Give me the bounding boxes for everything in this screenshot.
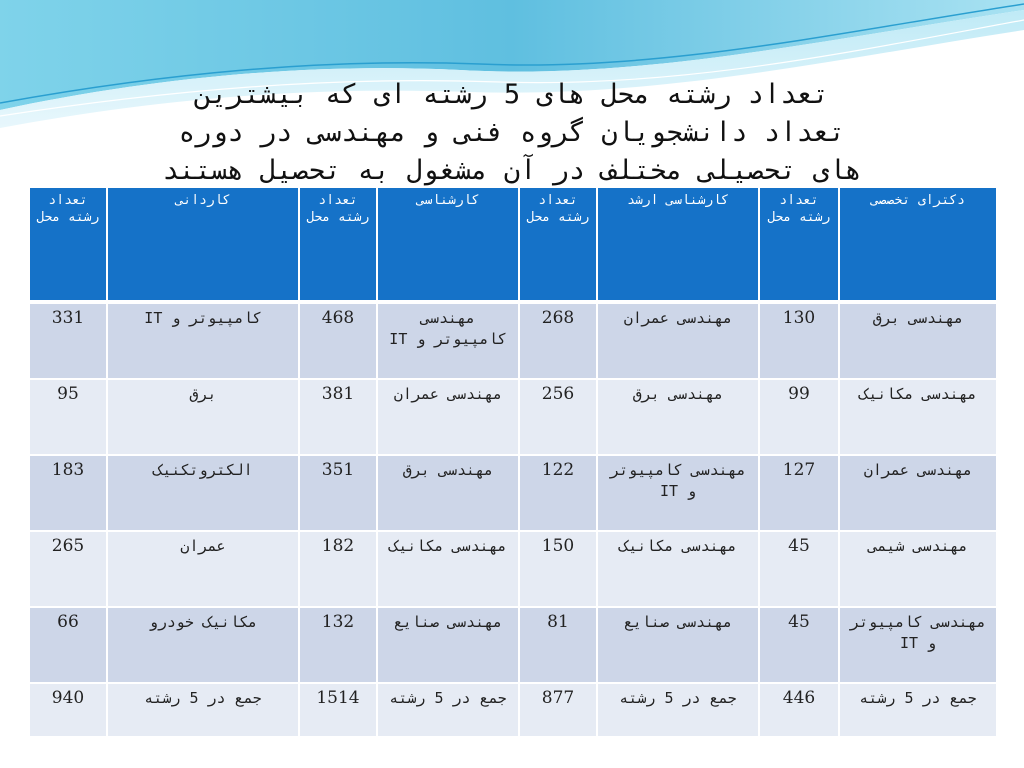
table-cell: 66 xyxy=(29,607,107,683)
table-cell: الکتروتکنیک xyxy=(107,455,299,531)
table-cell: 351 xyxy=(299,455,377,531)
statistics-table xyxy=(28,186,998,738)
table-cell: مهندسی عمران xyxy=(377,379,519,455)
header-count: تعداد رشته محل xyxy=(759,187,839,302)
table-cell: 130 xyxy=(759,302,839,379)
table-cell: مهندسی کامپیوتر و IT xyxy=(597,455,759,531)
table-cell: 95 xyxy=(29,379,107,455)
header-phd: دکترای تخصصی xyxy=(839,187,997,302)
header-bachelors: کارشناسی xyxy=(377,187,519,302)
table-cell: مکانیک خودرو xyxy=(107,607,299,683)
table-cell: 183 xyxy=(29,455,107,531)
header-associate: کاردانی xyxy=(107,187,299,302)
table-row xyxy=(29,607,997,683)
table-cell: 256 xyxy=(519,379,597,455)
table-row xyxy=(29,302,997,379)
table-cell: برق xyxy=(107,379,299,455)
table-row xyxy=(29,531,997,607)
table-cell: مهندسی عمران xyxy=(597,302,759,379)
table-total-row xyxy=(29,683,997,737)
table-cell: 268 xyxy=(519,302,597,379)
table-cell: عمران xyxy=(107,531,299,607)
header-count: تعداد رشته محل xyxy=(29,187,107,302)
header-count: تعداد رشته محل xyxy=(519,187,597,302)
table-cell: 127 xyxy=(759,455,839,531)
table-cell: مهندسی مکانیک xyxy=(597,531,759,607)
table-cell: مهندسی صنایع xyxy=(597,607,759,683)
table-cell: جمع در 5 رشته xyxy=(107,683,299,737)
table-cell: مهندسی کامپیوتر و IT xyxy=(839,607,997,683)
table-cell: جمع در 5 رشته xyxy=(377,683,519,737)
table-cell: مهندسی کامپیوتر و IT xyxy=(377,302,519,379)
table-cell: مهندسی برق xyxy=(597,379,759,455)
header-count: تعداد رشته محل xyxy=(299,187,377,302)
table-cell: مهندسی شیمی xyxy=(839,531,997,607)
table-cell: 877 xyxy=(519,683,597,737)
table-cell: 132 xyxy=(299,607,377,683)
slide-title xyxy=(40,76,984,190)
table-cell: 81 xyxy=(519,607,597,683)
table-cell: کامپیوتر و IT xyxy=(107,302,299,379)
table-cell: 331 xyxy=(29,302,107,379)
table-cell: مهندسی مکانیک xyxy=(839,379,997,455)
table-cell: 468 xyxy=(299,302,377,379)
table-cell: 265 xyxy=(29,531,107,607)
table-cell: مهندسی عمران xyxy=(839,455,997,531)
table-cell: 99 xyxy=(759,379,839,455)
table-cell: 150 xyxy=(519,531,597,607)
title-line-2: تعداد دانشجویان گروه فنی و مهندسی در دوره xyxy=(178,117,846,148)
table-row xyxy=(29,379,997,455)
table-cell: مهندسی برق xyxy=(377,455,519,531)
table-cell: مهندسی مکانیک xyxy=(377,531,519,607)
title-line-1: تعداد رشته محل های 5 رشته ای که بیشترین xyxy=(195,79,829,110)
table-cell: 45 xyxy=(759,607,839,683)
table-header-row xyxy=(29,187,997,302)
table-cell: 45 xyxy=(759,531,839,607)
table-cell: جمع در 5 رشته xyxy=(597,683,759,737)
table-cell: 122 xyxy=(519,455,597,531)
table-cell: 940 xyxy=(29,683,107,737)
table-cell: 381 xyxy=(299,379,377,455)
table-cell: 1514 xyxy=(299,683,377,737)
table-cell: مهندسی برق xyxy=(839,302,997,379)
header-masters: کارشناسی ارشد xyxy=(597,187,759,302)
table-row xyxy=(29,455,997,531)
table-cell: مهندسی صنایع xyxy=(377,607,519,683)
table-cell: جمع در 5 رشته xyxy=(839,683,997,737)
title-line-3: های تحصیلی مختلف در آن مشغول به تحصیل هستند xyxy=(162,155,862,186)
table-cell: 182 xyxy=(299,531,377,607)
table-cell: 446 xyxy=(759,683,839,737)
